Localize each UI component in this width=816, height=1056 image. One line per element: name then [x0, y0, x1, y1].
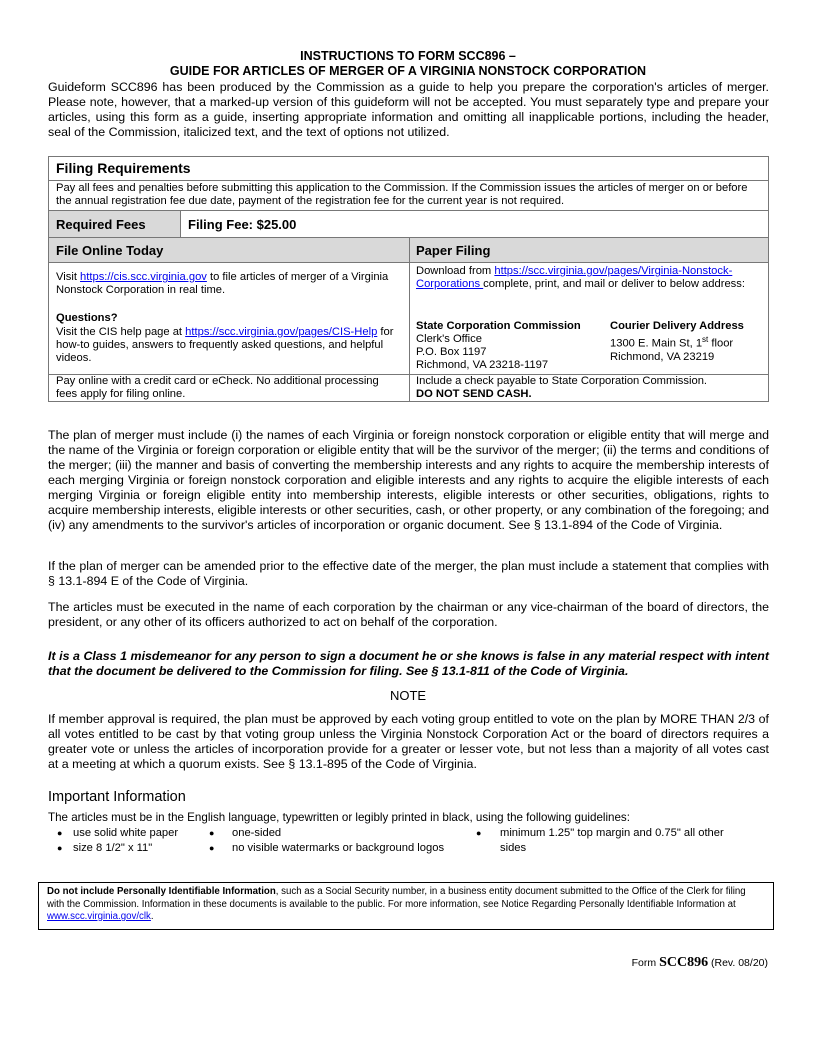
- paper-filing-heading: Paper Filing: [416, 243, 491, 258]
- bullet-icon: ●: [57, 828, 63, 838]
- courier-line1: [610, 333, 744, 351]
- pii-notice-box: [38, 882, 774, 930]
- guideline-item: [209, 841, 444, 856]
- required-fees-label: Required Fees: [56, 217, 146, 232]
- online-instructions: [56, 271, 401, 297]
- nonstock-corporations-link[interactable]: https://scc.virginia.gov/pages/Virginia-Nonstock-Corporations: [416, 265, 733, 290]
- guideline-margins: minimum 1.25" top margin and 0.75" all other: [500, 827, 724, 839]
- pii-text: , such as a Social Security number, in a business entity document submitted to the Office of the Clerk for filing with the Commission. Information in these documents is available to the public. For more information, see Notice Regarding Personally Identifiable Information at: [47, 886, 746, 910]
- file-online-heading: File Online Today: [56, 243, 164, 258]
- courier-floor: floor: [708, 337, 734, 350]
- guideline-no-watermarks: no visible watermarks or background logos: [232, 842, 445, 854]
- courier-sup: st: [702, 335, 709, 344]
- mail-line3: Richmond, VA 23218-1197: [416, 359, 549, 371]
- form-revision: (Rev. 08/20): [708, 957, 768, 969]
- bullet-icon: ●: [209, 828, 215, 838]
- bullet-icon: ●: [209, 843, 215, 853]
- bullet-icon: ●: [57, 843, 63, 853]
- guideline-one-sided: one-sided: [232, 827, 282, 839]
- intro-paragraph: Guideform SCC896 has been produced by the Commission as a guide to help you prepare the corporation's articles of merger. Please note, however, that a marked-up version of this guideform will not be accepted. You must separately type and prepare your articles, using this form as a guide, inserting appropriate information and omitting all inapplicable portions, including the header, seal of the Commission, italicized text, and the text of options not utilized.: [48, 80, 769, 139]
- guideline-item: [209, 826, 444, 841]
- guideline-item: [476, 826, 724, 841]
- mail-line1: Clerk's Office: [416, 333, 482, 345]
- filing-fee: Filing Fee: $25.00: [188, 217, 297, 232]
- online-visit-pre: Visit: [56, 271, 81, 283]
- divider: [48, 210, 769, 211]
- divider: [180, 210, 181, 237]
- divider: [409, 237, 410, 402]
- guideline-margins-cont: sides: [500, 842, 527, 854]
- divider: [48, 180, 769, 181]
- filing-requirements-heading: Filing Requirements: [56, 160, 191, 176]
- note-heading: NOTE: [389, 688, 427, 703]
- check-payable: Include a check payable to State Corporation Commission.: [416, 375, 708, 387]
- form-label: Form: [631, 957, 660, 969]
- form-footer: [632, 955, 768, 971]
- bullet-icon: ●: [476, 828, 482, 838]
- guideline-item: [57, 841, 178, 856]
- guideline-paper-size: size 8 1/2" x 11": [73, 842, 153, 854]
- guideline-item: [57, 826, 178, 841]
- no-cash-warning: DO NOT SEND CASH.: [416, 388, 532, 400]
- download-pre: Download from: [416, 265, 495, 277]
- questions-label: Questions?: [56, 312, 118, 324]
- guideline-white-paper: use solid white paper: [73, 827, 179, 839]
- member-approval-note: If member approval is required, the plan must be approved by each voting group entitled to vote on the plan by MORE THAN 2/3 of all votes entitled to be cast by that voting group unless the Virginia Nonstock Corporation Act or the board of directors requires a greater vote or unless the articles of incorporation provide for a greater or lesser vote, but not less than a majority of all votes cast at a meeting at which a quorum exists. See § 13.1-895 of the Code of Virginia.: [48, 712, 769, 771]
- paper-download-instructions: [416, 265, 762, 291]
- pii-bold: Do not include Personally Identifiable Information: [47, 886, 276, 897]
- cis-link[interactable]: https://cis.scc.virginia.gov: [80, 271, 207, 283]
- amendment-paragraph: If the plan of merger can be amended prior to the effective date of the merger, the plan must include a statement that complies with § 13.1-894 E of the Code of Virginia.: [48, 559, 769, 588]
- courier-address: [610, 320, 744, 364]
- form-title-line1: INSTRUCTIONS TO FORM SCC896 –: [300, 49, 516, 63]
- guidelines-col1: [57, 826, 178, 856]
- guidelines-col3: [476, 826, 724, 856]
- guidelines-col2: [209, 826, 444, 856]
- mail-line2: P.O. Box 1197: [416, 346, 487, 358]
- pii-end: .: [150, 911, 154, 922]
- important-info-heading: Important Information: [48, 789, 186, 805]
- execution-paragraph: The articles must be executed in the name of each corporation by the chairman or any vice-chairman of the board of directors, the president, or any other of its officers authorized to act on behalf of the corporation.: [48, 600, 769, 629]
- courier-name: Courier Delivery Address: [610, 320, 744, 332]
- clerk-link[interactable]: www.scc.virginia.gov/clk: [47, 911, 151, 922]
- form-number: SCC896: [659, 955, 709, 970]
- misdemeanor-warning: It is a Class 1 misdemeanor for any person to sign a document he or she knows is false in any material respect with intent that the document be delivered to the Commission for filing. See § 13.1-811 of the Code of Virginia.: [48, 649, 769, 678]
- help-instructions: [56, 326, 404, 365]
- courier-line2: Richmond, VA 23219: [610, 350, 715, 363]
- paper-payment-note: [416, 375, 766, 401]
- download-post: complete, print, and mail or deliver to below address:: [483, 278, 745, 290]
- online-payment-note: Pay online with a credit card or eCheck. No additional processing fees apply for filing online.: [56, 375, 379, 400]
- fee-notice: Pay all fees and penalties before submitting this application to the Commission. If the Commission issues the articles of merger on or before the annual registration fee due date, payment of the registration fee for the current year is not required.: [56, 182, 748, 207]
- courier-street: 1300 E. Main St, 1: [610, 337, 703, 350]
- cis-help-link[interactable]: https://scc.virginia.gov/pages/CIS-Help: [185, 326, 378, 338]
- mail-name: State Corporation Commission: [416, 320, 581, 332]
- important-info-intro: The articles must be in the English language, typewritten or legibly printed in black, using the following guidelines:: [48, 811, 630, 824]
- plan-of-merger-paragraph: The plan of merger must include (i) the names of each Virginia or foreign nonstock corporation or eligible entity that will merge and the name of the Virginia or foreign corporation or eligible entity that will be the survivor of the merger; (ii) the terms and conditions of the merger; (iii) the manner and basis of converting the membership interests and any rights to acquire the membership interests of each merging Virginia or foreign nonstock corporation and eligible interests and any rights to acquire the eligible interests of each merging Virginia or foreign eligible entity into membership interests, eligible interests or other securities, obligations, rights to acquire membership interests, eligible interests or other securities, cash, or other property, or any combination of the foregoing; and (iv) any amendments to the survivor's articles of incorporation or organic document. See § 13.1-894 of the Code of Virginia.: [48, 428, 769, 532]
- mailing-address: [416, 320, 581, 372]
- help-post: for how-to guides, answers to frequently asked questions, and helpful videos.: [56, 326, 394, 364]
- form-title-line2: GUIDE FOR ARTICLES OF MERGER OF A VIRGINIA NONSTOCK CORPORATION: [169, 64, 647, 78]
- help-pre: Visit the CIS help page at: [56, 326, 186, 338]
- online-visit-post: to file articles of merger of a Virginia Nonstock Corporation in real time.: [56, 271, 389, 296]
